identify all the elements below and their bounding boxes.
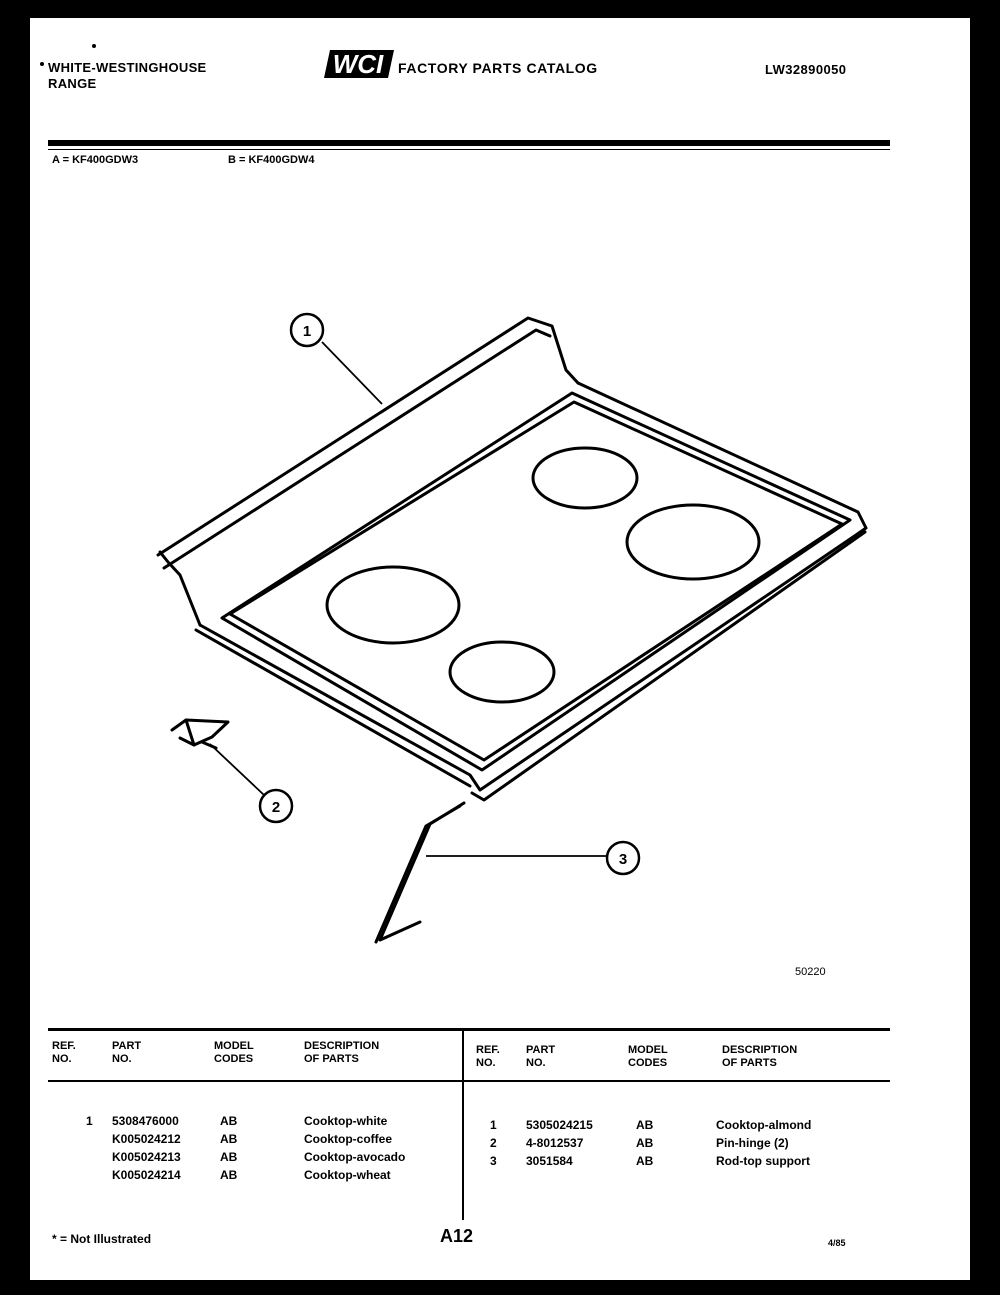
part-number: 4-8012537	[526, 1136, 584, 1150]
model-codes: AB	[220, 1168, 238, 1182]
model-codes: AB	[220, 1114, 238, 1128]
ref-number: 1	[86, 1114, 93, 1128]
table-top-rule	[48, 1028, 890, 1031]
model-code-a: A = KF400GDW3	[52, 154, 139, 166]
header-model-codes: MODEL CODES	[214, 1040, 254, 1065]
model-codes: AB	[220, 1150, 238, 1164]
burner-opening-large-front	[327, 567, 459, 643]
not-illustrated-note: * = Not Illustrated	[52, 1232, 152, 1246]
part-number: K005024213	[112, 1150, 181, 1164]
callout-label: 1	[302, 323, 312, 340]
part-number: 5305024215	[526, 1118, 593, 1132]
part-description: Cooktop-avocado	[304, 1150, 406, 1164]
ref-number: 2	[490, 1136, 497, 1150]
logo-text: WCI	[332, 49, 384, 79]
part-description: Cooktop-wheat	[304, 1168, 391, 1182]
part-description: Pin-hinge (2)	[716, 1136, 789, 1150]
part-number: K005024212	[112, 1132, 181, 1146]
callout-3	[607, 842, 639, 874]
part-description: Rod-top support	[716, 1154, 810, 1168]
header-description: DESCRIPTION OF PARTS	[304, 1040, 380, 1065]
diagram-code: 50220	[795, 966, 826, 978]
catalog-title: FACTORY PARTS CATALOG	[398, 60, 598, 76]
product-type: RANGE	[48, 76, 97, 91]
callout-1	[291, 314, 323, 346]
ref-number: 3	[490, 1154, 497, 1168]
page-number: A12	[440, 1226, 474, 1246]
header-model-codes: MODEL CODES	[628, 1044, 668, 1069]
support-rod-part	[376, 803, 464, 942]
leader-line-2	[210, 744, 264, 795]
part-description: Cooktop-almond	[716, 1118, 812, 1132]
model-codes: AB	[220, 1132, 238, 1146]
model-codes: AB	[636, 1136, 654, 1150]
ref-number: 1	[490, 1118, 497, 1132]
table-column-divider	[462, 1030, 464, 1220]
callout-label: 3	[618, 851, 628, 868]
header-part-no: PART NO.	[112, 1040, 142, 1065]
part-number: K005024214	[112, 1168, 181, 1182]
brand-name: WHITE-WESTINGHOUSE	[48, 60, 207, 75]
part-description: Cooktop-coffee	[304, 1132, 392, 1146]
catalog-number: LW32890050	[765, 62, 847, 77]
part-number: 3051584	[526, 1154, 573, 1168]
part-description: Cooktop-white	[304, 1114, 388, 1128]
table-header-rule	[48, 1080, 890, 1082]
model-codes: AB	[636, 1118, 654, 1132]
header-ref-no: REF. NO.	[52, 1040, 76, 1065]
header-ref-no: REF. NO.	[476, 1044, 500, 1069]
header-description: DESCRIPTION OF PARTS	[722, 1044, 798, 1069]
cooktop-part	[158, 318, 866, 800]
callout-2	[260, 790, 292, 822]
pin-hinge-part	[172, 720, 228, 748]
revision-date: 4/85	[828, 1238, 846, 1248]
part-number: 5308476000	[112, 1114, 179, 1128]
burner-opening-large-rear	[627, 505, 759, 579]
model-code-b: B = KF400GDW4	[228, 154, 315, 166]
callout-label: 2	[271, 799, 281, 816]
model-codes: AB	[636, 1154, 654, 1168]
burner-opening-small-front	[450, 642, 554, 702]
leader-line-1	[322, 342, 382, 404]
header-part-no: PART NO.	[526, 1044, 556, 1069]
burner-opening-small-rear	[533, 448, 637, 508]
